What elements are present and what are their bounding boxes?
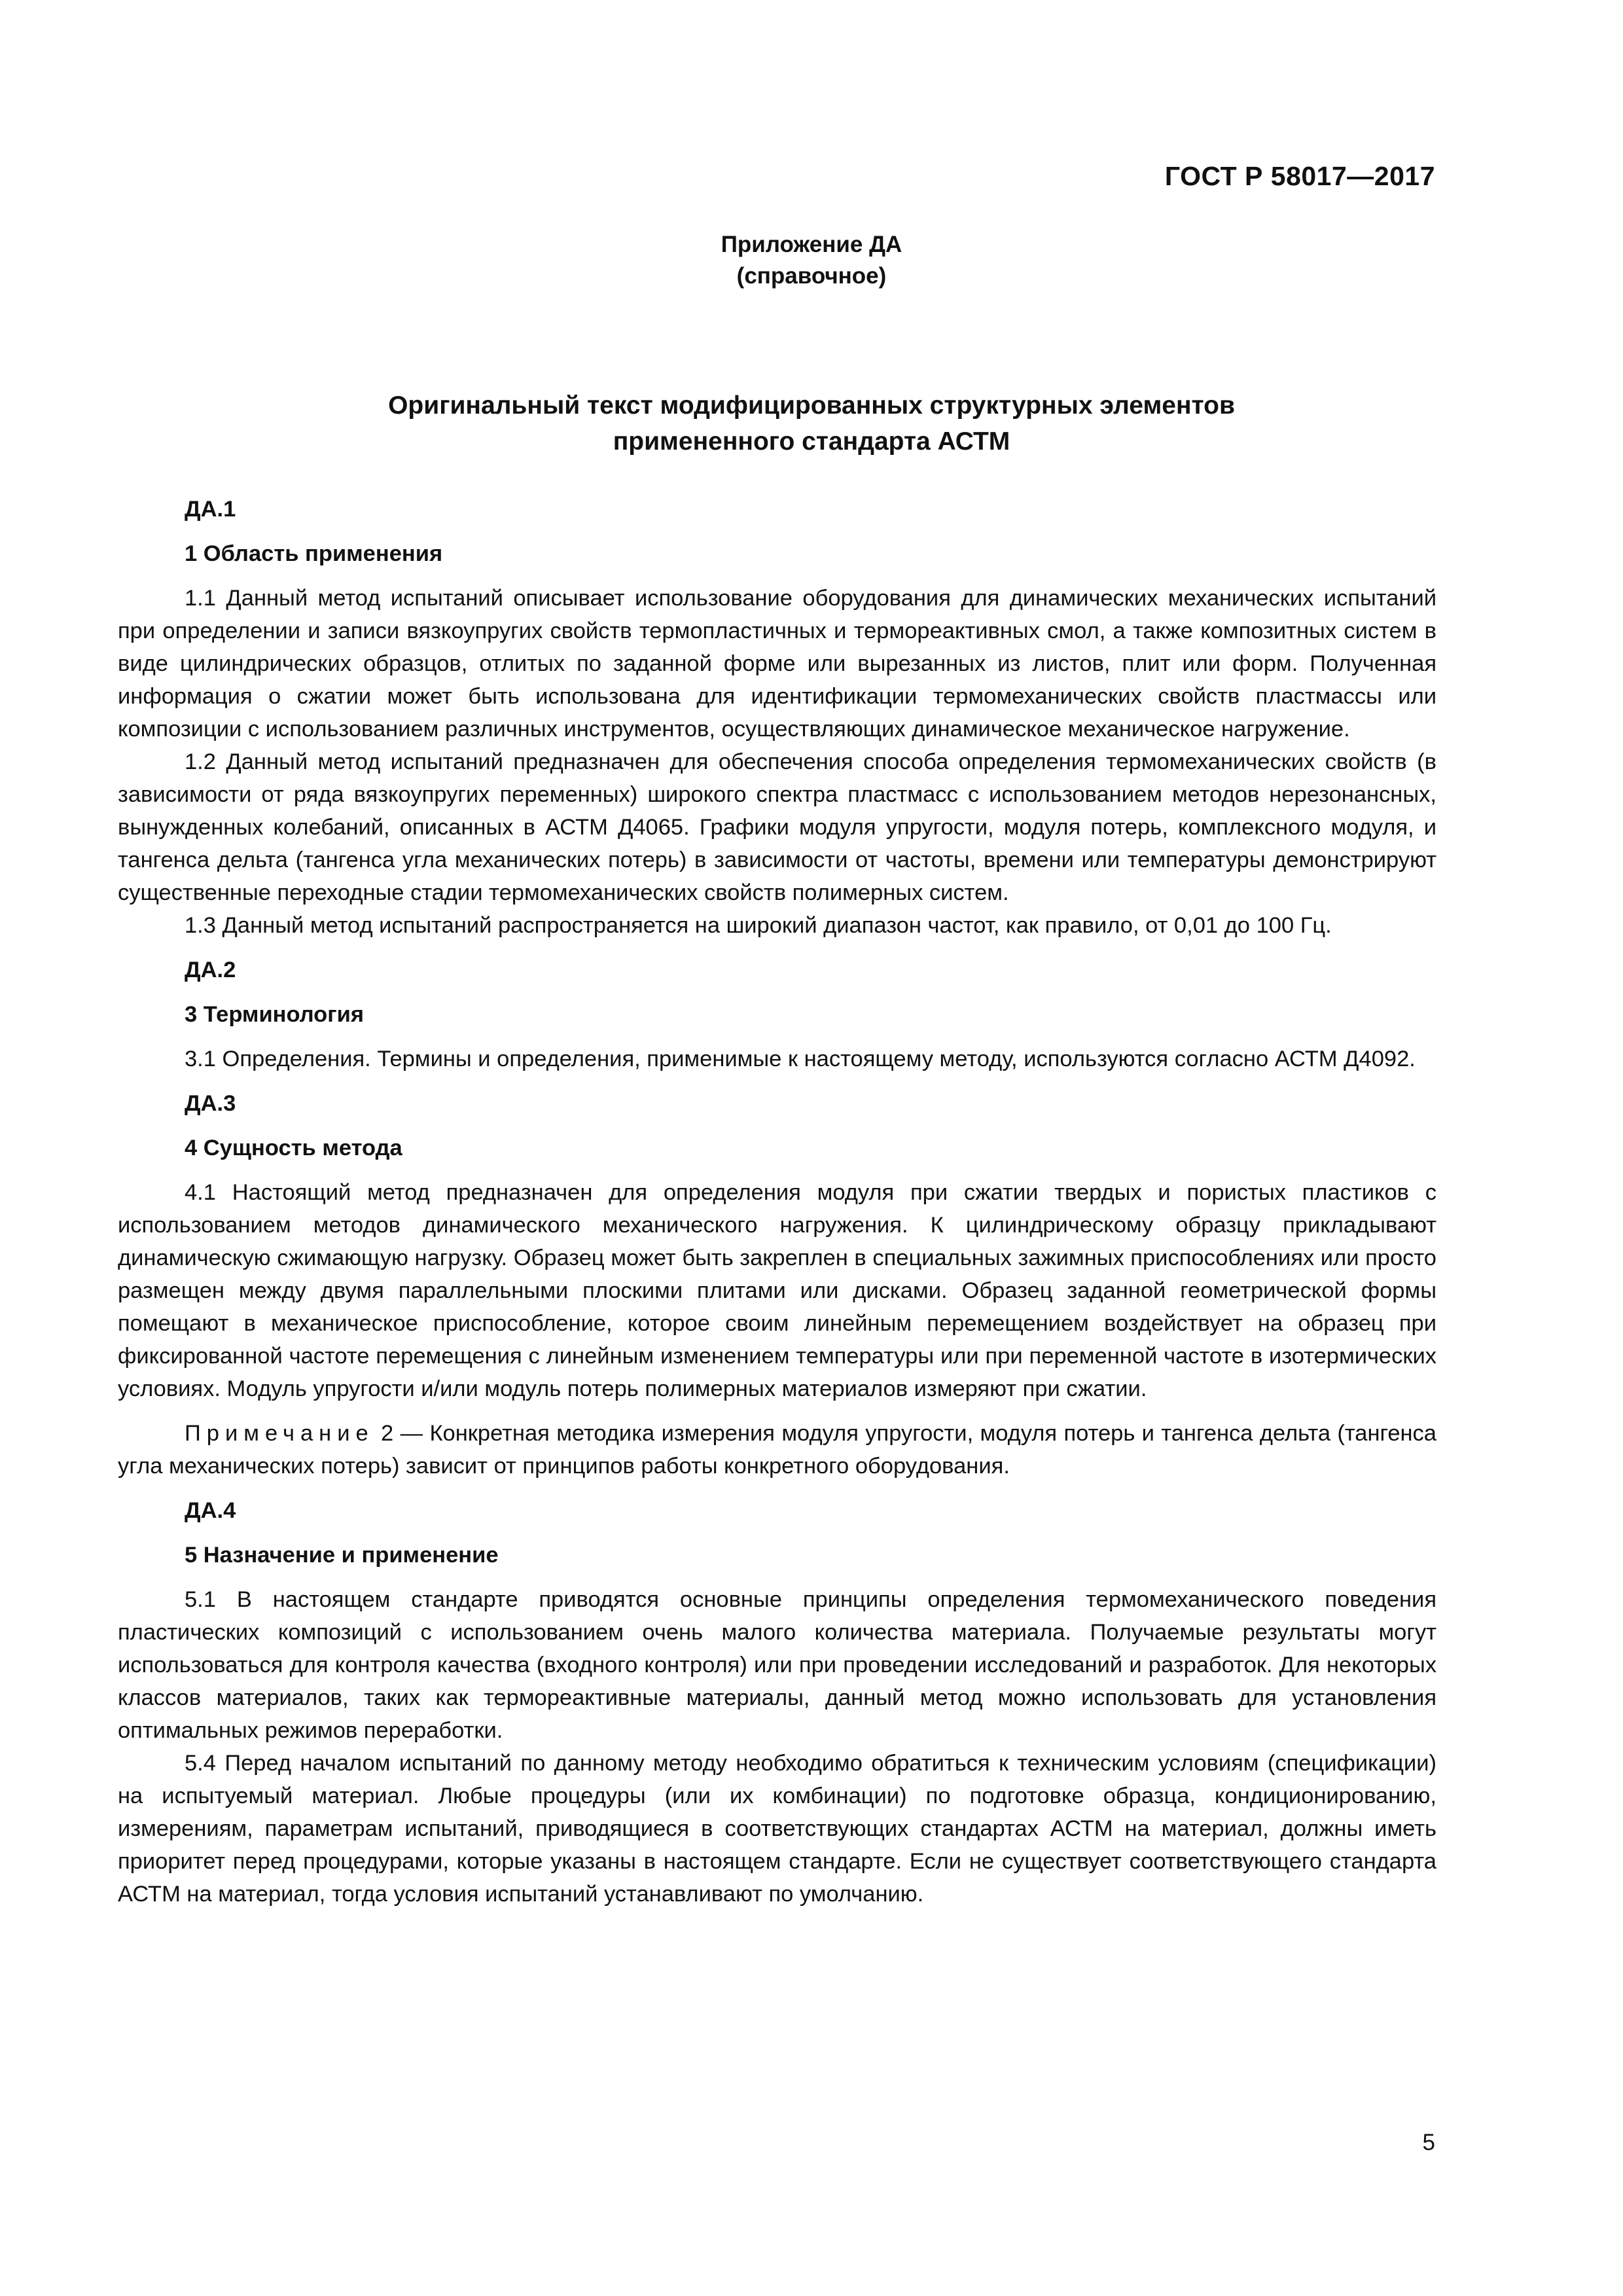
appendix-title: Приложение ДА bbox=[721, 232, 902, 257]
section-id: ДА.3 bbox=[185, 1091, 236, 1116]
note-text: 2 — Конкретная методика измерения модуля упругости, модуля потерь и тангенса дельта (тангенса угла механических потерь) зависит от принципов работы конкретного оборудования. bbox=[118, 1421, 1436, 1479]
document-title-line-1: Оригинальный текст модифицированных структурных элементов bbox=[388, 391, 1235, 420]
document-title bbox=[0, 387, 1623, 459]
paragraph: 5.4 Перед началом испытаний по данному методу необходимо обратиться к техническим условиям (спецификации) на испытуемый материал. Любые процедуры (или их комбинации) по подготовке образца, кондиционированию, измерениям, параметрам испытаний, приводящиеся в соответствующих стандартах АСТМ на материал, должны иметь приоритет перед процедурами, которые указаны в настоящем стандарте. Если не существует соответствующего стандарта АСТМ на материал, тогда условия испытаний устанавливают по умолчанию. bbox=[118, 1751, 1436, 1907]
note-label: Примечание bbox=[185, 1421, 374, 1446]
section-id: ДА.1 bbox=[185, 497, 236, 522]
section-heading: 5 Назначение и применение bbox=[185, 1543, 499, 1568]
paragraph: 1.1 Данный метод испытаний описывает использование оборудования для динамических механических испытаний при определении и записи вязкоупругих свойств термопластичных и термореактивных смол, а также композитных систем в виде цилиндрических образцов, отлитых по заданной форме или вырезанных из листов, плит или форм. Полученная информация о сжатии может быть использована для идентификации термомеханических свойств пластмассы или композиции с использованием различных инструментов, осуществляющих динамическое механическое нагружение. bbox=[118, 586, 1436, 742]
appendix-subtitle: (справочное) bbox=[736, 263, 887, 289]
section-heading: 3 Терминология bbox=[185, 1002, 364, 1027]
paragraph: 1.2 Данный метод испытаний предназначен для обеспечения способа определения термомеханических свойств (в зависимости от ряда вязкоупругих переменных) широкого спектра пластмасс с использованием методов нерезонансных, вынужденных колебаний, описанных в АСТМ Д4065. Графики модуля упругости, модуля потерь, комплексного модуля, и тангенса дельта (тангенса угла механических потерь) в зависимости от частоты, времени или температуры демонстрируют существенные переходные стадии термомеханических свойств полимерных систем. bbox=[118, 749, 1436, 905]
appendix-heading bbox=[0, 229, 1623, 292]
page-number: 5 bbox=[1422, 2130, 1435, 2155]
paragraph: 3.1 Определения. Термины и определения, применимые к настоящему методу, используются согласно АСТМ Д4092. bbox=[185, 1047, 1416, 1071]
paragraph: 4.1 Настоящий метод предназначен для определения модуля при сжатии твердых и пористых пластиков с использованием методов динамического механического нагружения. К цилиндрическому образцу прикладывают динамическую сжимающую нагрузку. Образец может быть закреплен в специальных зажимных приспособлениях или просто размещен между двумя параллельными плоскими плитами или дисками. Образец заданной геометрической формы помещают в механическое приспособление, которое своим линейным перемещением воздействует на образец при фиксированной частоте перемещения с линейным изменением температуры или при переменной частоте в изотермических условиях. Модуль упругости и/или модуль потерь полимерных материалов измеряют при сжатии. bbox=[118, 1180, 1436, 1401]
section-heading: 1 Область применения bbox=[185, 541, 443, 566]
section-heading: 4 Сущность метода bbox=[185, 1136, 402, 1160]
standard-code: ГОСТ Р 58017—2017 bbox=[1164, 161, 1435, 191]
paragraph: 5.1 В настоящем стандарте приводятся основные принципы определения термомеханического поведения пластических композиций с использованием очень малого количества материала. Получаемые результаты могут использоваться для контроля качества (входного контроля) или при проведении исследований и разработок. Для некоторых классов материалов, таких как термореактивные материалы, данный метод можно использовать для установления оптимальных режимов переработки. bbox=[118, 1587, 1436, 1743]
paragraph: 1.3 Данный метод испытаний распространяется на широкий диапазон частот, как правило, от 0,01 до 100 Гц. bbox=[185, 913, 1332, 938]
section-id: ДА.2 bbox=[185, 958, 236, 982]
section-id: ДА.4 bbox=[185, 1498, 236, 1523]
note bbox=[118, 1417, 1436, 1482]
document-title-line-2: примененного стандарта АСТМ bbox=[613, 427, 1010, 456]
document-body bbox=[118, 493, 1436, 1910]
